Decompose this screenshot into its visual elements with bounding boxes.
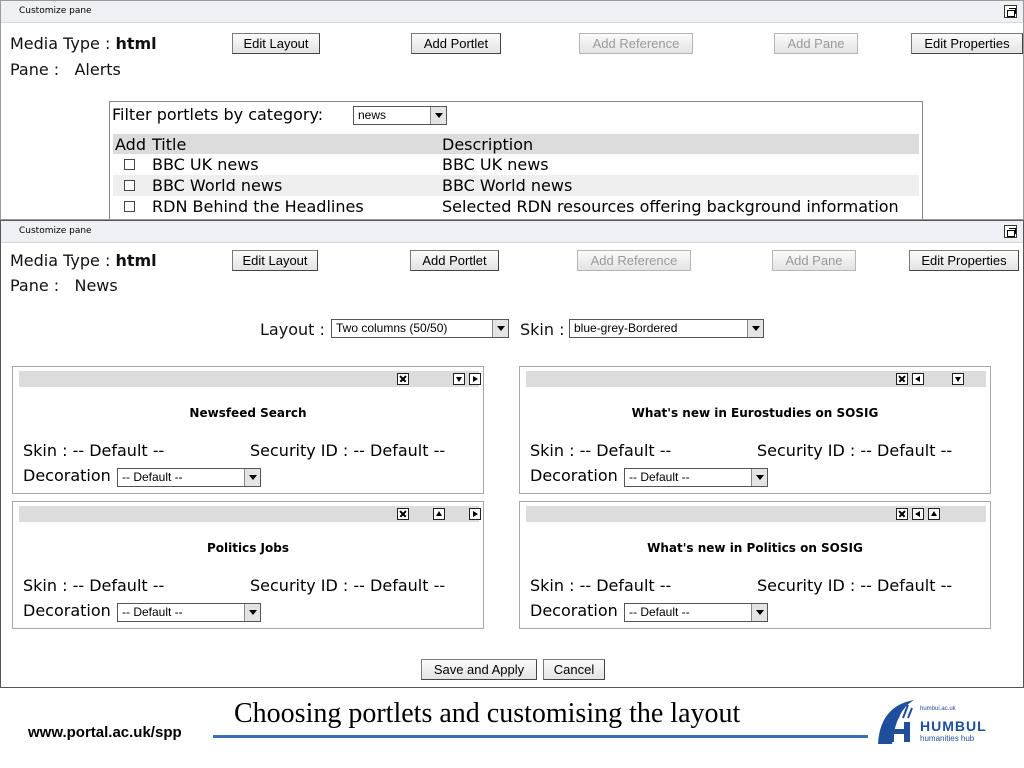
save-and-apply-button[interactable]: Save and Apply	[421, 659, 537, 680]
portlet-decoration	[23, 466, 111, 485]
move-right-icon[interactable]	[469, 508, 481, 520]
portlet-skin: Skin : -- Default --	[23, 576, 165, 595]
pane-title: Customize pane	[19, 6, 92, 16]
move-left-icon[interactable]	[912, 373, 924, 385]
row-description: BBC UK news	[442, 155, 549, 174]
column-header-title: Title	[150, 134, 440, 154]
pane-name	[10, 276, 118, 295]
dropdown-arrow-icon	[747, 320, 763, 337]
portlet-decoration	[530, 601, 618, 620]
portlet-decoration	[530, 466, 618, 485]
portlet-politics-jobs	[12, 501, 484, 629]
media-type-value: html	[115, 34, 157, 53]
portlet-eurostudies-sosig	[519, 366, 991, 494]
category-select-value: news	[358, 108, 387, 122]
media-type-label: Media Type :	[10, 34, 111, 53]
row-title: BBC World news	[150, 175, 440, 196]
decoration-select-value: -- Default --	[122, 470, 183, 484]
media-type	[10, 34, 157, 53]
category-select[interactable]	[353, 106, 447, 125]
skin-select[interactable]	[569, 319, 764, 338]
humbul-logo	[874, 696, 998, 748]
portlet-newsfeed-search	[12, 366, 484, 494]
edit-layout-button[interactable]: Edit Layout	[232, 250, 318, 271]
close-icon[interactable]	[397, 373, 409, 385]
close-icon[interactable]	[896, 508, 908, 520]
footer-divider	[213, 735, 868, 738]
customize-pane-alerts	[0, 0, 1024, 220]
table-row	[113, 196, 919, 217]
row-title: BBC UK news	[152, 155, 259, 174]
add-reference-button[interactable]: Add Reference	[579, 33, 693, 54]
portlet-controls-bar	[19, 371, 479, 387]
row-title: RDN Behind the Headlines	[152, 197, 364, 216]
layout-label: Layout :	[260, 320, 325, 339]
dropdown-arrow-icon	[244, 469, 260, 486]
add-pane-button[interactable]: Add Pane	[772, 250, 856, 271]
add-reference-button[interactable]: Add Reference	[577, 250, 691, 271]
dropdown-arrow-icon	[492, 320, 508, 337]
slide-title: Choosing portlets and customising the layout	[234, 698, 741, 729]
portlet-controls-bar	[19, 506, 479, 522]
close-icon[interactable]	[397, 508, 409, 520]
dropdown-arrow-icon	[751, 604, 767, 621]
pane-value: News	[74, 276, 118, 295]
skin-select-value: blue-grey-Bordered	[574, 321, 678, 335]
table-header-row	[113, 134, 919, 154]
portlet-security-id: Security ID : -- Default --	[757, 576, 953, 595]
row-description: BBC World news	[440, 175, 919, 196]
add-portlet-button[interactable]: Add Portlet	[410, 250, 499, 271]
move-up-icon[interactable]	[928, 508, 940, 520]
decoration-label: Decoration	[23, 466, 111, 485]
pane-title: Customize pane	[19, 226, 92, 236]
decoration-select[interactable]	[117, 468, 261, 487]
decoration-select-value: -- Default --	[629, 470, 690, 484]
decoration-select[interactable]	[117, 603, 261, 622]
row-description: Selected RDN resources offering background information	[442, 197, 899, 216]
pane-value: Alerts	[74, 60, 121, 79]
portlet-title: Politics Jobs	[207, 541, 289, 555]
edit-layout-button[interactable]: Edit Layout	[232, 33, 320, 54]
portlet-skin: Skin : -- Default --	[530, 576, 672, 595]
portlet-title: What's new in Politics on SOSIG	[647, 541, 863, 555]
portlet-filter-box	[109, 101, 923, 220]
media-type-label: Media Type :	[10, 251, 111, 270]
dropdown-arrow-icon	[751, 469, 767, 486]
checkbox-icon[interactable]	[124, 180, 135, 191]
table-row	[113, 175, 919, 196]
portlet-table	[113, 134, 919, 217]
checkbox-icon[interactable]	[124, 159, 135, 170]
checkbox-icon[interactable]	[124, 201, 135, 212]
portlet-decoration	[23, 601, 111, 620]
logo-subtext: humanities hub	[920, 734, 975, 743]
portlet-security-id: Security ID : -- Default --	[757, 441, 953, 460]
move-down-icon[interactable]	[453, 373, 465, 385]
media-type-value: html	[115, 251, 157, 270]
decoration-select[interactable]	[624, 468, 768, 487]
move-up-icon[interactable]	[433, 508, 445, 520]
move-right-icon[interactable]	[469, 373, 481, 385]
table-row	[113, 154, 919, 175]
decoration-label: Decoration	[23, 601, 111, 620]
add-portlet-button[interactable]: Add Portlet	[411, 33, 501, 54]
pane-name	[10, 60, 121, 79]
layout-select[interactable]	[331, 319, 509, 338]
logo-topline: humbul.ac.uk	[920, 706, 956, 712]
restore-icon[interactable]	[1004, 5, 1017, 18]
dropdown-arrow-icon	[430, 107, 446, 124]
add-pane-button[interactable]: Add Pane	[774, 33, 858, 54]
media-type	[10, 251, 157, 270]
move-down-icon[interactable]	[952, 373, 964, 385]
customize-pane-news	[0, 220, 1024, 688]
edit-properties-button[interactable]: Edit Properties	[909, 250, 1019, 271]
column-header-description: Description	[440, 134, 919, 154]
decoration-label: Decoration	[530, 601, 618, 620]
pane-label: Pane :	[10, 276, 60, 295]
portlet-controls-bar	[526, 506, 986, 522]
portlet-title: What's new in Eurostudies on SOSIG	[631, 406, 879, 420]
move-left-icon[interactable]	[912, 508, 924, 520]
portlet-politics-sosig	[519, 501, 991, 629]
pane-label: Pane :	[10, 60, 60, 79]
portlet-skin: Skin : -- Default --	[530, 441, 672, 460]
restore-icon[interactable]	[1004, 225, 1017, 238]
decoration-label: Decoration	[530, 466, 618, 485]
layout-select-value: Two columns (50/50)	[336, 321, 448, 335]
footer-url[interactable]: www.portal.ac.uk/spp	[28, 724, 182, 741]
portlet-controls-bar	[526, 371, 986, 387]
close-icon[interactable]	[896, 373, 908, 385]
pane-titlebar	[1, 1, 1023, 23]
portlet-security-id: Security ID : -- Default --	[250, 576, 446, 595]
portlet-title: Newsfeed Search	[189, 406, 307, 420]
column-header-add: Add	[113, 134, 150, 154]
dropdown-arrow-icon	[244, 604, 260, 621]
edit-properties-button[interactable]: Edit Properties	[911, 33, 1023, 54]
decoration-select-value: -- Default --	[629, 605, 690, 619]
decoration-select[interactable]	[624, 603, 768, 622]
portlet-skin: Skin : -- Default --	[23, 441, 165, 460]
portlet-security-id: Security ID : -- Default --	[250, 441, 446, 460]
skin-label: Skin :	[520, 320, 565, 339]
logo-text: HUMBUL	[920, 718, 987, 734]
filter-label: Filter portlets by category:	[112, 105, 324, 124]
pane-titlebar	[1, 221, 1023, 243]
decoration-select-value: -- Default --	[122, 605, 183, 619]
cancel-button[interactable]: Cancel	[543, 659, 605, 680]
